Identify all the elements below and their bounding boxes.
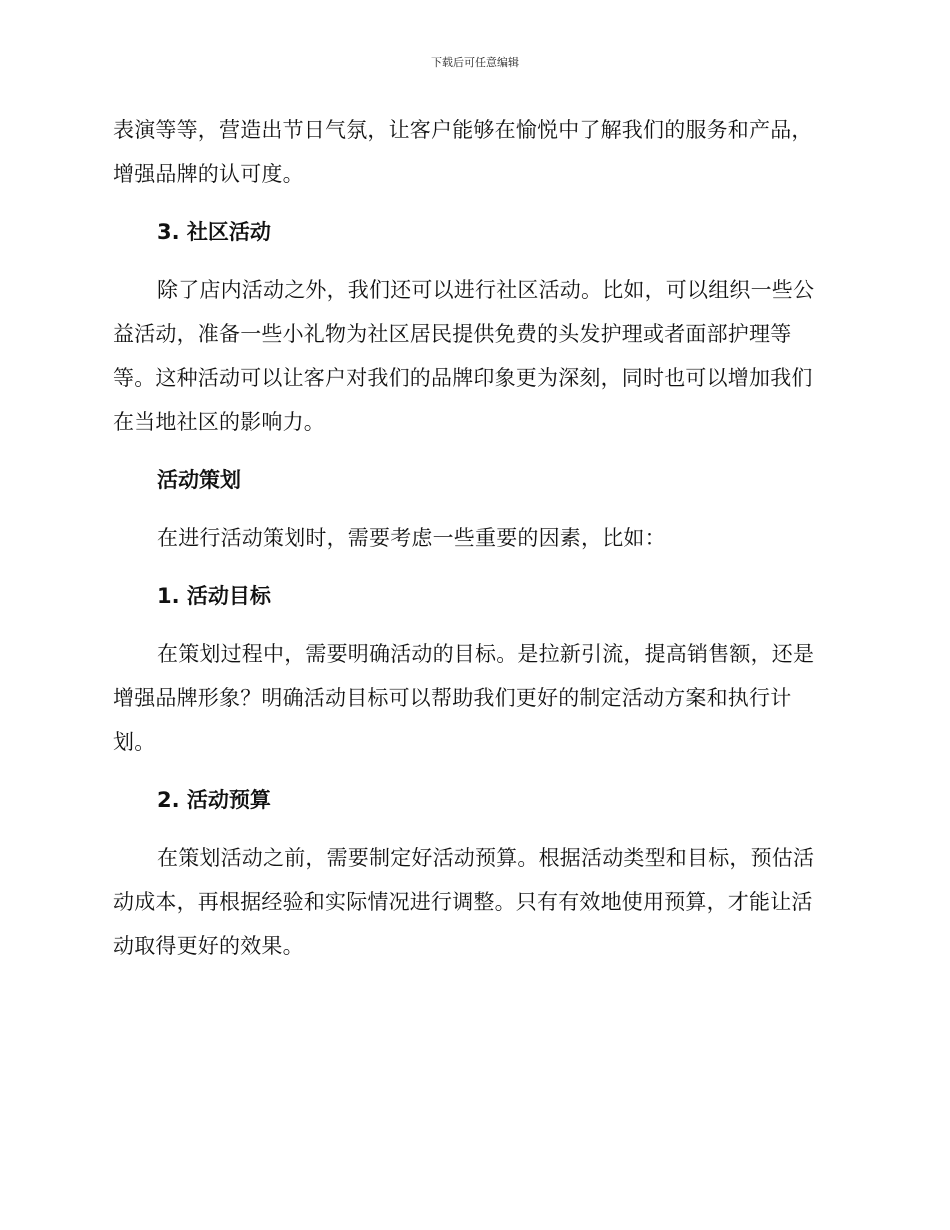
section-heading-goal: 1. 活动目标 xyxy=(157,584,271,608)
paragraph-planning-intro: 在进行活动策划时，需要考虑一些重要的因素，比如： xyxy=(157,526,666,550)
paragraph-community: 除了店内活动之外，我们还可以进行社区活动。比如，可以组织一些公益活动，准备一些小礼物为社区居民提供免费的头发护理或者面部护理等等。这种活动可以让客户对我们的品牌印象更为深刻，同时也可以增加我们在当地社区的影响力。 xyxy=(113,278,815,434)
document-body xyxy=(113,108,833,968)
section-heading-budget: 2. 活动预算 xyxy=(157,788,271,812)
header-note: 下载后可任意编辑 xyxy=(431,56,519,69)
section-heading-community: 3. 社区活动 xyxy=(157,220,271,244)
paragraph-continued: 表演等等，营造出节日气氛，让客户能够在愉悦中了解我们的服务和产品，增强品牌的认可度。 xyxy=(113,118,813,186)
section-heading-planning: 活动策划 xyxy=(157,468,241,492)
paragraph-budget: 在策划活动之前，需要制定好活动预算。根据活动类型和目标，预估活动成本，再根据经验和实际情况进行调整。只有有效地使用预算，才能让活动取得更好的效果。 xyxy=(113,846,815,958)
paragraph-goal: 在策划过程中，需要明确活动的目标。是拉新引流，提高销售额，还是增强品牌形象？明确活动目标可以帮助我们更好的制定活动方案和执行计划。 xyxy=(113,642,815,754)
